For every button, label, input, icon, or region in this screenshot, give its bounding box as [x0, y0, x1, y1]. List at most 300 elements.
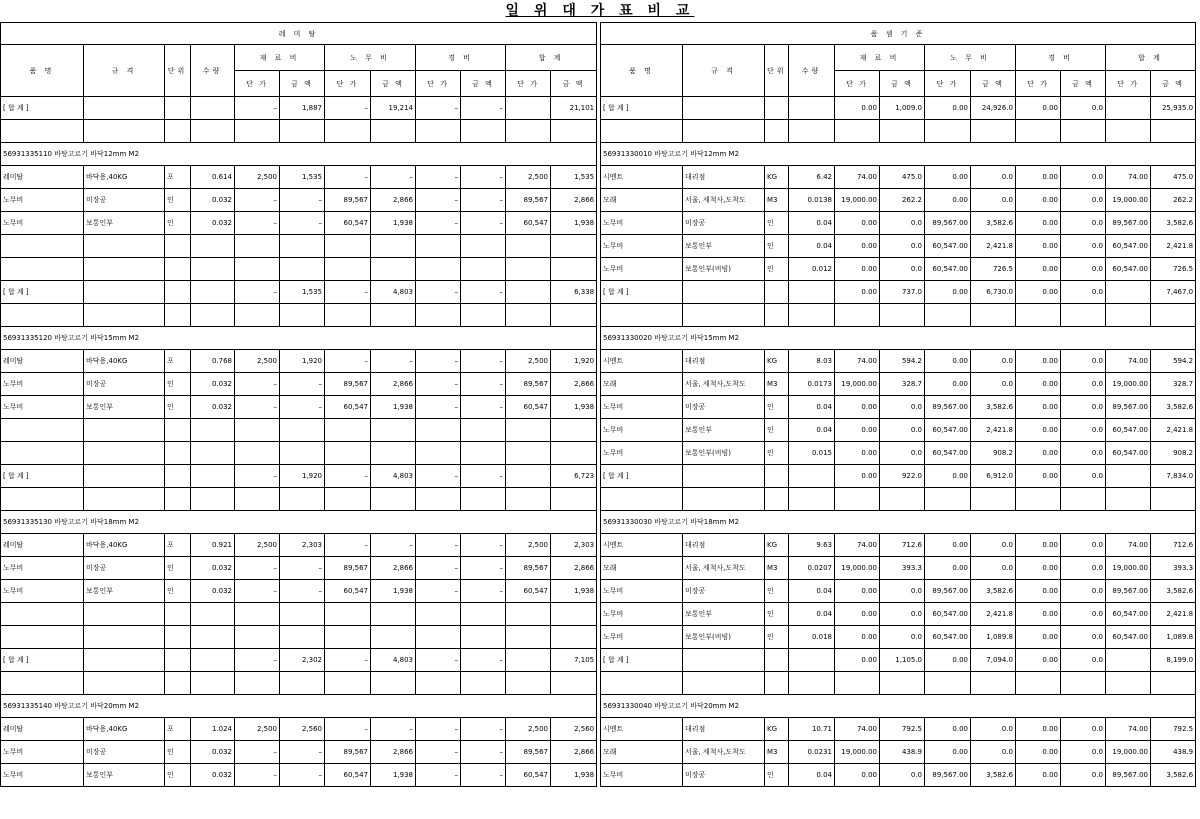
- table-cell: [235, 626, 280, 649]
- table-row: [1, 258, 597, 281]
- column-header-amount: 금 액: [551, 71, 597, 97]
- table-cell: 미장공: [84, 741, 165, 764]
- table-cell: [506, 649, 551, 672]
- table-cell: [506, 120, 551, 143]
- table-cell: [325, 603, 371, 626]
- table-cell: 89,567: [325, 373, 371, 396]
- table-cell: [165, 281, 191, 304]
- table-row: [601, 212, 1196, 235]
- table-cell: –: [280, 741, 325, 764]
- table-cell: 미장공: [683, 396, 765, 419]
- table-cell: [1, 304, 84, 327]
- table-cell: 908.2: [971, 442, 1016, 465]
- table-cell: –: [280, 557, 325, 580]
- column-header-material-cost: 재 료 비: [235, 45, 325, 71]
- table-cell: 19,000.00: [835, 741, 880, 764]
- table-cell: [ 합 계 ]: [1, 649, 84, 672]
- table-cell: 인: [765, 396, 789, 419]
- table-cell: 6,723: [551, 465, 597, 488]
- table-cell: 노무비: [601, 258, 683, 281]
- table-cell: –: [235, 97, 280, 120]
- table-row: [1, 718, 597, 741]
- table-cell: [601, 304, 683, 327]
- table-cell: 2,421.8: [971, 235, 1016, 258]
- table-row: [601, 373, 1196, 396]
- table-cell: [506, 304, 551, 327]
- table-cell: 594.2: [880, 350, 925, 373]
- section-title: 56931330010 바탕고르기 바닥12mm M2: [601, 143, 1196, 166]
- table-cell: [506, 258, 551, 281]
- table-cell: [765, 304, 789, 327]
- table-cell: 1,938: [371, 764, 416, 787]
- table-cell: 0.0: [880, 258, 925, 281]
- section-title-row: [601, 511, 1196, 534]
- column-header-unit-price: 단 가: [835, 71, 880, 97]
- table-cell: [416, 672, 461, 695]
- table-row: [601, 741, 1196, 764]
- table-cell: 6,730.0: [971, 281, 1016, 304]
- table-cell: 2,302: [280, 649, 325, 672]
- column-header-unit-price: 단 가: [1016, 71, 1061, 97]
- table-cell: [506, 419, 551, 442]
- table-cell: 2,421.8: [971, 603, 1016, 626]
- table-cell: [551, 488, 597, 511]
- table-cell: 2,500: [235, 534, 280, 557]
- table-cell: 19,000.00: [1106, 189, 1151, 212]
- table-cell: 노무비: [1, 557, 84, 580]
- section-title-row: [601, 327, 1196, 350]
- table-row: [1, 442, 597, 465]
- section-title-row: [1, 695, 597, 718]
- table-cell: [371, 235, 416, 258]
- table-cell: M3: [765, 189, 789, 212]
- table-cell: 0.00: [1016, 350, 1061, 373]
- table-row: [601, 557, 1196, 580]
- table-cell: –: [325, 718, 371, 741]
- table-cell: [506, 488, 551, 511]
- table-cell: 0.614: [191, 166, 235, 189]
- column-header-spec: 규 격: [84, 45, 165, 97]
- table-cell: –: [235, 649, 280, 672]
- table-cell: [84, 442, 165, 465]
- table-row: [601, 603, 1196, 626]
- table-cell: 0.00: [1016, 189, 1061, 212]
- table-cell: [165, 442, 191, 465]
- table-cell: [601, 488, 683, 511]
- table-cell: 0.032: [191, 580, 235, 603]
- table-cell: –: [235, 741, 280, 764]
- table-cell: [165, 120, 191, 143]
- table-cell: 0.00: [1016, 396, 1061, 419]
- table-cell: 레미탈: [1, 534, 84, 557]
- table-cell: [416, 419, 461, 442]
- table-cell: [280, 120, 325, 143]
- table-cell: [835, 672, 880, 695]
- section-total-row: [1, 649, 597, 672]
- table-cell: 0.0: [1061, 258, 1106, 281]
- table-cell: 모래: [601, 373, 683, 396]
- table-cell: 0.00: [925, 534, 971, 557]
- table-cell: 1,920: [280, 465, 325, 488]
- table-row: [601, 534, 1196, 557]
- table-cell: [1061, 672, 1106, 695]
- table-row: [601, 442, 1196, 465]
- table-cell: –: [416, 189, 461, 212]
- table-cell: [1, 120, 84, 143]
- column-header-total: 합 계: [506, 45, 597, 71]
- table-cell: [461, 258, 506, 281]
- table-cell: 89,567: [506, 741, 551, 764]
- table-cell: [880, 488, 925, 511]
- table-cell: 3,582.6: [1151, 396, 1196, 419]
- table-cell: 2,866: [371, 557, 416, 580]
- table-cell: 6.42: [789, 166, 835, 189]
- table-cell: [416, 488, 461, 511]
- table-cell: [1016, 304, 1061, 327]
- section-total-row: [1, 281, 597, 304]
- table-cell: 6,912.0: [971, 465, 1016, 488]
- table-cell: [1106, 281, 1151, 304]
- table-cell: 0.0: [880, 235, 925, 258]
- table-cell: [461, 120, 506, 143]
- table-cell: [ 합 계 ]: [601, 281, 683, 304]
- table-cell: 포: [165, 718, 191, 741]
- table-cell: [325, 626, 371, 649]
- table-cell: 0.0231: [789, 741, 835, 764]
- table-cell: [416, 304, 461, 327]
- table-cell: [1106, 672, 1151, 695]
- table-cell: 바닥용,40KG: [84, 718, 165, 741]
- table-row: [1, 603, 597, 626]
- table-cell: 바닥용,40KG: [84, 350, 165, 373]
- table-cell: 0.0: [1061, 235, 1106, 258]
- table-cell: 0.04: [789, 396, 835, 419]
- table-cell: [683, 465, 765, 488]
- table-cell: 포: [165, 534, 191, 557]
- table-cell: 0.00: [925, 373, 971, 396]
- table-cell: 0.0: [1061, 534, 1106, 557]
- table-cell: 시멘트: [601, 166, 683, 189]
- section-title: 56931330020 바탕고르기 바닥15mm M2: [601, 327, 1196, 350]
- column-header-amount: 금 액: [880, 71, 925, 97]
- table-cell: 노무비: [1, 580, 84, 603]
- table-cell: 24,926.0: [971, 97, 1016, 120]
- table-cell: [325, 235, 371, 258]
- column-header-unit-price: 단 가: [416, 71, 461, 97]
- table-cell: 19,000.00: [1106, 557, 1151, 580]
- table-cell: 594.2: [1151, 350, 1196, 373]
- table-cell: [1016, 120, 1061, 143]
- table-cell: 인: [165, 189, 191, 212]
- table-cell: [461, 672, 506, 695]
- column-header-unit: 단위: [165, 45, 191, 97]
- table-row: [601, 166, 1196, 189]
- table-cell: 3,582.6: [1151, 580, 1196, 603]
- table-cell: –: [461, 718, 506, 741]
- table-cell: 0.00: [1016, 166, 1061, 189]
- table-cell: [683, 488, 765, 511]
- table-row: [1, 350, 597, 373]
- table-row: [1, 741, 597, 764]
- table-cell: 8.03: [789, 350, 835, 373]
- table-cell: [235, 419, 280, 442]
- table-cell: [683, 649, 765, 672]
- table-cell: [165, 649, 191, 672]
- table-cell: –: [461, 764, 506, 787]
- table-cell: 0.0: [880, 396, 925, 419]
- table-cell: 노무비: [1, 396, 84, 419]
- table-cell: [165, 97, 191, 120]
- table-cell: 0.0: [971, 534, 1016, 557]
- table-cell: –: [280, 212, 325, 235]
- table-cell: 인: [165, 557, 191, 580]
- table-cell: [1061, 120, 1106, 143]
- table-cell: [1, 442, 84, 465]
- table-cell: 792.5: [1151, 718, 1196, 741]
- table-cell: 노무비: [601, 419, 683, 442]
- table-cell: [84, 603, 165, 626]
- table-cell: –: [325, 281, 371, 304]
- table-cell: 모래: [601, 557, 683, 580]
- table-cell: –: [235, 557, 280, 580]
- table-cell: [461, 235, 506, 258]
- table-cell: [371, 304, 416, 327]
- table-cell: 미장공: [683, 580, 765, 603]
- table-cell: 21,101: [551, 97, 597, 120]
- table-cell: 89,567: [506, 189, 551, 212]
- table-cell: [165, 672, 191, 695]
- spacer-row: [1, 304, 597, 327]
- table-cell: 0.00: [1016, 741, 1061, 764]
- table-cell: [280, 235, 325, 258]
- table-cell: 0.00: [1016, 442, 1061, 465]
- table-cell: 인: [165, 764, 191, 787]
- table-cell: 1,535: [280, 166, 325, 189]
- table-cell: [683, 120, 765, 143]
- table-cell: [235, 672, 280, 695]
- table-cell: 모래: [601, 741, 683, 764]
- table-cell: –: [235, 281, 280, 304]
- table-cell: 0.0: [1061, 557, 1106, 580]
- table-cell: 0.0207: [789, 557, 835, 580]
- table-cell: 10.71: [789, 718, 835, 741]
- table-cell: 0.0: [971, 718, 1016, 741]
- table-cell: [371, 419, 416, 442]
- table-cell: 0.00: [925, 465, 971, 488]
- table-cell: 노무비: [601, 212, 683, 235]
- table-cell: 792.5: [880, 718, 925, 741]
- table-cell: 60,547.00: [1106, 603, 1151, 626]
- table-cell: 1,920: [551, 350, 597, 373]
- table-row: [601, 419, 1196, 442]
- table-cell: [461, 603, 506, 626]
- spacer-row: [1, 488, 597, 511]
- table-cell: 0.00: [1016, 557, 1061, 580]
- table-cell: 3,582.6: [1151, 764, 1196, 787]
- table-cell: [235, 235, 280, 258]
- table-cell: –: [461, 97, 506, 120]
- table-cell: [280, 626, 325, 649]
- table-cell: [84, 465, 165, 488]
- table-cell: 미장공: [683, 764, 765, 787]
- table-cell: 0.00: [925, 649, 971, 672]
- table-cell: [191, 281, 235, 304]
- table-cell: [506, 97, 551, 120]
- table-cell: [1, 672, 84, 695]
- table-cell: [325, 120, 371, 143]
- table-cell: [191, 649, 235, 672]
- table-row: [601, 718, 1196, 741]
- table-cell: 0.00: [835, 603, 880, 626]
- table-cell: 0.0: [1061, 465, 1106, 488]
- table-cell: 인: [765, 764, 789, 787]
- table-cell: 0.00: [925, 189, 971, 212]
- table-cell: –: [416, 465, 461, 488]
- table-cell: 0.00: [835, 764, 880, 787]
- table-cell: –: [235, 764, 280, 787]
- table-cell: 인: [765, 626, 789, 649]
- table-cell: [601, 120, 683, 143]
- table-cell: 0.921: [191, 534, 235, 557]
- table-row: [601, 235, 1196, 258]
- table-cell: –: [371, 350, 416, 373]
- table-cell: [1151, 672, 1196, 695]
- table-cell: [416, 603, 461, 626]
- table-cell: [789, 97, 835, 120]
- table-row: [1, 764, 597, 787]
- table-cell: 2,866: [551, 741, 597, 764]
- table-row: [1, 189, 597, 212]
- table-cell: 레미탈: [1, 350, 84, 373]
- table-cell: [971, 304, 1016, 327]
- header-group-label: 레 미 탈: [1, 23, 597, 45]
- table-cell: 74.00: [1106, 166, 1151, 189]
- table-cell: 0.00: [925, 281, 971, 304]
- table-cell: 726.5: [971, 258, 1016, 281]
- header-group-row: [1, 23, 597, 45]
- table-row: [601, 626, 1196, 649]
- table-cell: [925, 304, 971, 327]
- table-cell: 328.7: [880, 373, 925, 396]
- table-cell: 2,500: [235, 718, 280, 741]
- table-cell: 0.032: [191, 557, 235, 580]
- table-cell: –: [416, 649, 461, 672]
- table-cell: 0.0: [1061, 626, 1106, 649]
- table-cell: 대리점: [683, 350, 765, 373]
- table-cell: 9.63: [789, 534, 835, 557]
- table-cell: 89,567.00: [925, 764, 971, 787]
- table-cell: 노무비: [601, 603, 683, 626]
- table-cell: –: [325, 97, 371, 120]
- table-cell: 2,421.8: [971, 419, 1016, 442]
- table-cell: [191, 120, 235, 143]
- table-cell: 0.0: [1061, 281, 1106, 304]
- table-cell: M3: [765, 557, 789, 580]
- table-cell: [191, 97, 235, 120]
- table-cell: [371, 488, 416, 511]
- table-cell: [1, 626, 84, 649]
- table-cell: [880, 672, 925, 695]
- table-cell: 0.0: [971, 741, 1016, 764]
- section-title: 56931330040 바탕고르기 바닥20mm M2: [601, 695, 1196, 718]
- table-cell: 0.04: [789, 419, 835, 442]
- table-cell: [789, 488, 835, 511]
- table-cell: –: [325, 465, 371, 488]
- left-comparison-table: [0, 22, 597, 787]
- table-cell: 2,866: [551, 373, 597, 396]
- table-cell: 미장공: [84, 373, 165, 396]
- table-cell: 89,567: [506, 373, 551, 396]
- table-cell: [84, 626, 165, 649]
- column-header-expense: 경 비: [1016, 45, 1106, 71]
- table-cell: 2,303: [551, 534, 597, 557]
- table-cell: 대리점: [683, 534, 765, 557]
- table-cell: 89,567.00: [925, 212, 971, 235]
- table-cell: [165, 488, 191, 511]
- table-cell: [1151, 120, 1196, 143]
- spacer-row: [601, 120, 1196, 143]
- table-cell: 0.0: [880, 626, 925, 649]
- table-cell: –: [461, 350, 506, 373]
- table-cell: [371, 442, 416, 465]
- table-cell: 노무비: [1, 189, 84, 212]
- table-cell: [416, 235, 461, 258]
- table-cell: 89,567: [325, 189, 371, 212]
- table-cell: [191, 419, 235, 442]
- table-cell: 1,938: [551, 212, 597, 235]
- table-cell: [165, 304, 191, 327]
- table-cell: 바닥용,40KG: [84, 166, 165, 189]
- table-row: [1, 557, 597, 580]
- table-cell: 922.0: [880, 465, 925, 488]
- page-title: 일 위 대 가 표 비 교: [505, 3, 695, 19]
- table-cell: [280, 258, 325, 281]
- table-cell: 2,560: [280, 718, 325, 741]
- table-cell: [1, 235, 84, 258]
- column-header-material-cost: 재 료 비: [835, 45, 925, 71]
- table-cell: [325, 304, 371, 327]
- table-cell: [280, 672, 325, 695]
- table-cell: 0.00: [1016, 649, 1061, 672]
- table-cell: [235, 120, 280, 143]
- table-cell: [551, 603, 597, 626]
- table-cell: [ 합 계 ]: [601, 649, 683, 672]
- table-cell: 60,547.00: [1106, 419, 1151, 442]
- table-cell: [506, 672, 551, 695]
- table-cell: 0.032: [191, 396, 235, 419]
- table-cell: KG: [765, 350, 789, 373]
- table-row: [1, 419, 597, 442]
- table-cell: 0.0: [1061, 350, 1106, 373]
- column-header-quantity: 수량: [789, 45, 835, 97]
- table-cell: [1016, 488, 1061, 511]
- table-cell: 보통인부: [84, 396, 165, 419]
- table-cell: 노무비: [601, 396, 683, 419]
- table-cell: [371, 120, 416, 143]
- table-cell: –: [416, 281, 461, 304]
- column-header-unit-price: 단 가: [925, 71, 971, 97]
- table-cell: 보통인부(비빔): [683, 626, 765, 649]
- table-cell: 시멘트: [601, 534, 683, 557]
- table-cell: KG: [765, 166, 789, 189]
- table-cell: 19,000.00: [1106, 373, 1151, 396]
- table-cell: [506, 603, 551, 626]
- table-cell: [765, 281, 789, 304]
- table-cell: –: [416, 396, 461, 419]
- table-cell: 0.0: [1061, 212, 1106, 235]
- table-cell: 0.0: [880, 212, 925, 235]
- column-header-unit-price: 단 가: [1106, 71, 1151, 97]
